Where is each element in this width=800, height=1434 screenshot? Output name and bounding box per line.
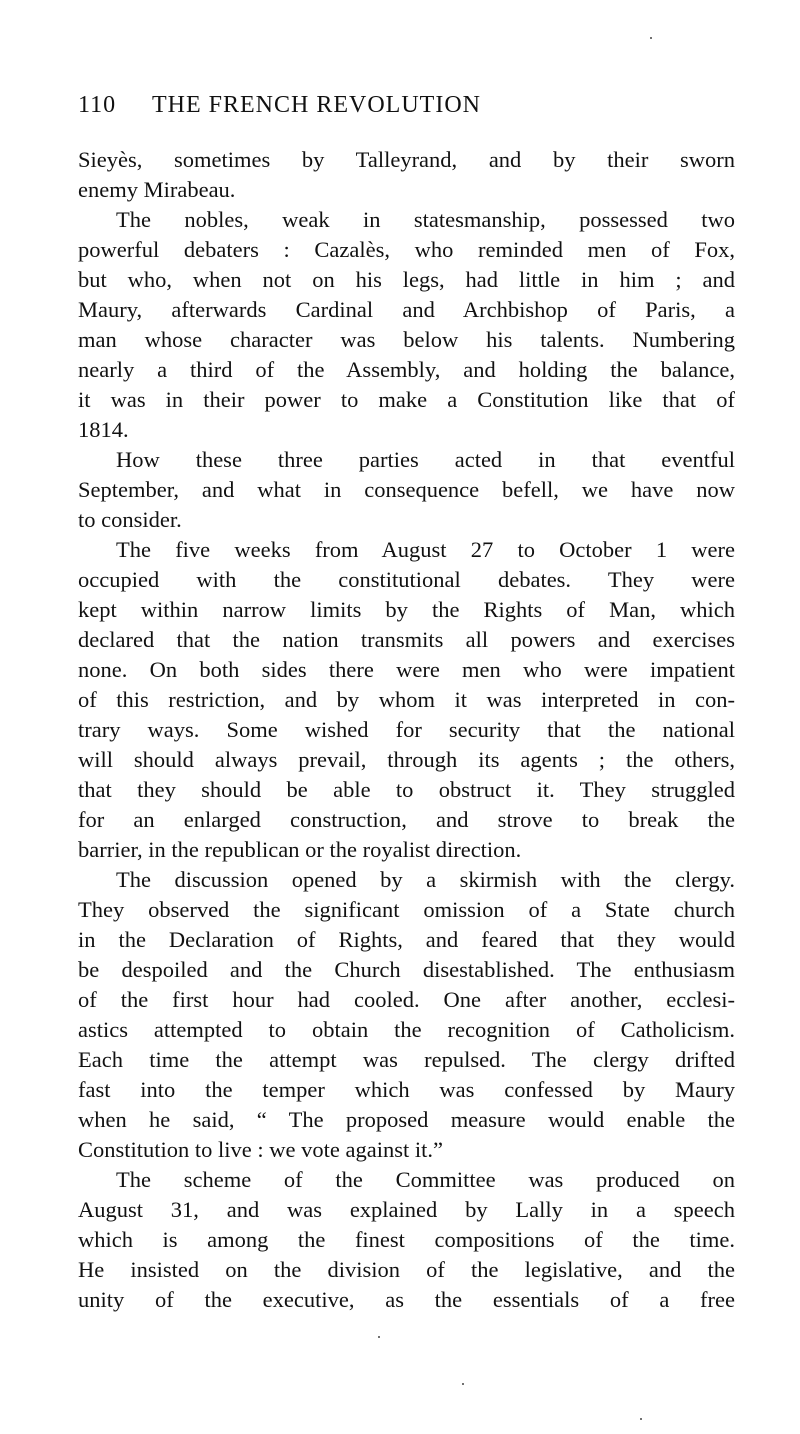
text-line: August 31, and was explained by Lally in a speech bbox=[78, 1197, 735, 1222]
text-line: Sieyès, sometimes by Talleyrand, and by their sworn bbox=[78, 147, 735, 172]
text-line: Maury, afterwards Cardinal and Archbishop of Paris, a bbox=[78, 297, 735, 322]
scan-speck bbox=[650, 37, 652, 39]
text-line: 1814. bbox=[78, 417, 129, 442]
text-line: man whose character was below his talents. Numbering bbox=[78, 327, 735, 352]
page-number: 110 bbox=[78, 92, 117, 118]
text-line: The five weeks from August 27 to October 1 were bbox=[116, 537, 735, 562]
text-line: The scheme of the Committee was produced on bbox=[116, 1167, 735, 1192]
text-line: will should always prevail, through its agents ; the others, bbox=[78, 747, 735, 772]
running-title: THE FRENCH REVOLUTION bbox=[152, 92, 481, 118]
text-line: fast into the temper which was confessed by Maury bbox=[78, 1077, 735, 1102]
text-line: Constitution to live : we vote against it.” bbox=[78, 1137, 443, 1162]
text-line: Each time the attempt was repulsed. The clergy drifted bbox=[78, 1047, 735, 1072]
text-line: but who, when not on his legs, had little in him ; and bbox=[78, 267, 735, 292]
scan-speck bbox=[640, 1418, 642, 1420]
page-header bbox=[78, 92, 481, 119]
text-line: of the first hour had cooled. One after another, ecclesi- bbox=[78, 987, 735, 1012]
text-line: be despoiled and the Church disestablished. The enthusiasm bbox=[78, 957, 735, 982]
text-line: kept within narrow limits by the Rights of Man, which bbox=[78, 597, 735, 622]
text-line: trary ways. Some wished for security that the national bbox=[78, 717, 735, 742]
text-line: powerful debaters : Cazalès, who reminded men of Fox, bbox=[78, 237, 735, 262]
text-line: none. On both sides there were men who were impatient bbox=[78, 657, 735, 682]
text-line: enemy Mirabeau. bbox=[78, 177, 236, 202]
text-line: occupied with the constitutional debates. They were bbox=[78, 567, 735, 592]
page-body bbox=[78, 145, 735, 1315]
text-line: to consider. bbox=[78, 507, 182, 532]
text-line: nearly a third of the Assembly, and holding the balance, bbox=[78, 357, 735, 382]
text-line: The nobles, weak in statesmanship, possessed two bbox=[116, 207, 735, 232]
text-line: declared that the nation transmits all powers and exercises bbox=[78, 627, 735, 652]
text-line: for an enlarged construction, and strove to break the bbox=[78, 807, 735, 832]
paragraph bbox=[78, 445, 735, 535]
text-line: in the Declaration of Rights, and feared that they would bbox=[78, 927, 735, 952]
text-line: barrier, in the republican or the royalist direction. bbox=[78, 837, 522, 862]
text-line: unity of the executive, as the essentials of a free bbox=[78, 1287, 735, 1312]
text-line: when he said, “ The proposed measure would enable the bbox=[78, 1107, 735, 1132]
text-line: He insisted on the division of the legislative, and the bbox=[78, 1257, 735, 1282]
paragraph bbox=[78, 1165, 735, 1315]
paragraph bbox=[78, 535, 735, 865]
text-line: it was in their power to make a Constitution like that of bbox=[78, 387, 735, 412]
paragraph bbox=[78, 865, 735, 1165]
text-line: How these three parties acted in that eventful bbox=[116, 447, 735, 472]
text-line: September, and what in consequence befell, we have now bbox=[78, 477, 735, 502]
paragraph bbox=[78, 145, 735, 205]
text-line: that they should be able to obstruct it. They struggled bbox=[78, 777, 735, 802]
scan-speck bbox=[378, 1336, 380, 1338]
text-line: of this restriction, and by whom it was interpreted in con- bbox=[78, 687, 735, 712]
text-line: The discussion opened by a skirmish with the clergy. bbox=[116, 867, 735, 892]
paragraph bbox=[78, 205, 735, 445]
text-line: which is among the finest compositions of the time. bbox=[78, 1227, 735, 1252]
scan-speck bbox=[462, 1383, 464, 1385]
text-line: astics attempted to obtain the recognition of Catholicism. bbox=[78, 1017, 735, 1042]
text-line: They observed the significant omission of a State church bbox=[78, 897, 735, 922]
